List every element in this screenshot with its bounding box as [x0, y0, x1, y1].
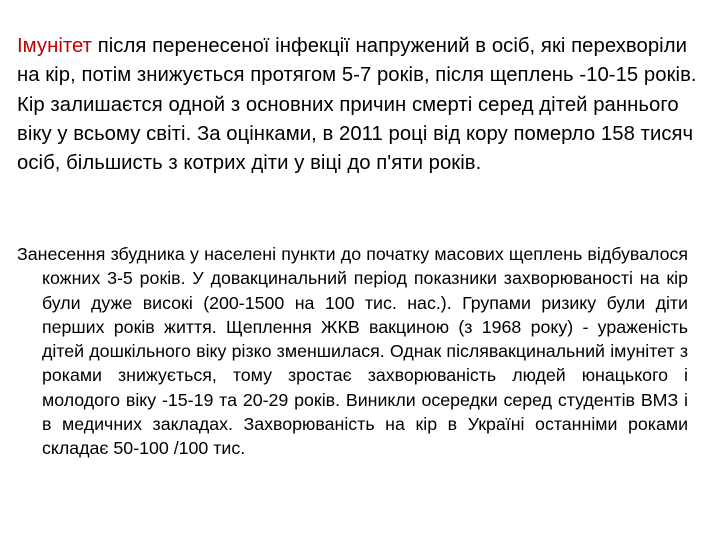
paragraph-immunity-text: після перенесеної інфекції напружений в осіб, які перехворіли на кір, потім знижується протягом 5-7 років, після щеплень -10-15 років. Кір залишаєтся одной з основних причин смерті серед дітей раннього віку у всьому світі. За оцінками, в 2011 році від кору померло 158 тисяч осіб, більшисть з котрих діти у віці до п'яти років.: [17, 35, 697, 175]
paragraph-epidemiology: Занесення збудника у населені пункти до початку масових щеплень відбувалося кожних 3-5 років. У довакцинальний період показники захворюваності на кір були дуже високі (200-1500 на 100 тис. нас.). Групами ризику були діти перших років життя. Щеплення ЖКВ вакциною (з 1968 року) - ураженість дітей дошкільного віку різко зменшилася. Однак післявакцинальний імунітет з роками знижується, тому зростає захворюваність людей юнацького і молодого віку -15-19 та 20-29 років. Виникли осередки серед студентів ВМЗ і в медичних закладах. Захворюваність на кір в Україні останніми роками складає 50-100 /100 тис.: [17, 244, 688, 459]
highlight-term: Імунітет: [17, 35, 93, 57]
paragraph-immunity: [17, 32, 709, 178]
